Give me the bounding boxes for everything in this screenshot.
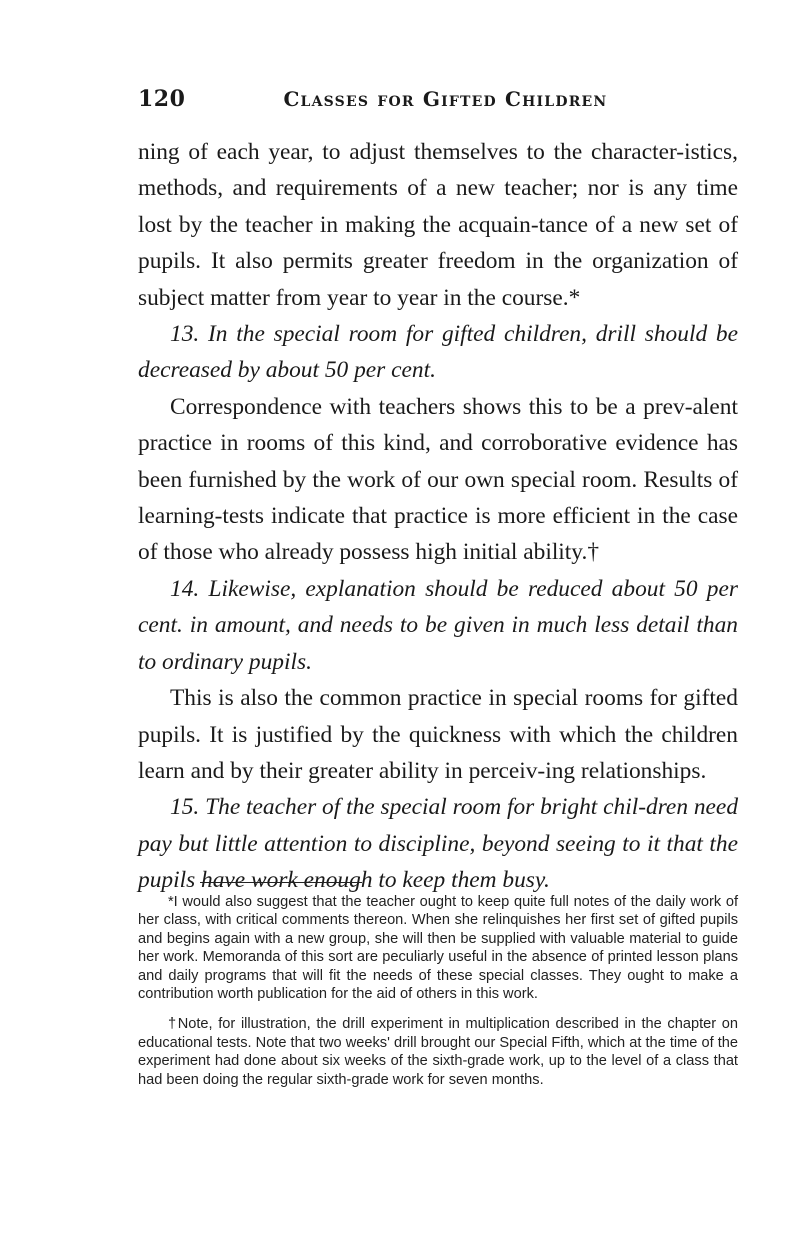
footnote-dagger: †Note, for illustration, the drill experiment in multiplication described in the chapter on educational tests. Note that two weeks' drill brought our Special Fifth, which at the time of the experiment had done about six weeks of the sixth-grade work, up to the level of a class that had been doing the regular sixth-grade work for seven months. [138,1016,738,1088]
footnotes [138,893,738,1101]
rule-number: 13. [170,321,200,348]
rule-text: The teacher of the special room for bright chil-dren need pay but little attention to discipline, beyond seeing to it that the pupils have work enough to keep them busy. [138,794,739,894]
rule-number: 14. [170,575,200,602]
footnote-asterisk: *I would also suggest that the teacher ought to keep quite full notes of the daily work of her class, with critical comments thereon. When she relinquishes her first set of gifted pupils and begins again with a new group, she will then be supplied with valuable material to guide her work. Memoranda of this sort are peculiarly useful in the absence of printed lesson plans and daily programs that will fit the needs of these special classes. They ought to make a contribution worth publication for the aid of others in this work. [138,894,738,1003]
paragraph: This is also the common practice in special rooms for gifted pupils. It is justified by the quickness with which the children learn and by their greater ability in perceiv-ing relationships. [138,685,738,784]
body-text [138,134,738,899]
page-header [138,86,730,112]
rule-13-heading [138,316,738,389]
paragraph-continuation: ning of each year, to adjust themselves to the character-istics, methods, and requirements of a new teacher; nor is any time lost by the teacher in making the acquain-tance of a new set of pupils. It also permits greater freedom in the organization of subject matter from year to year in the course.* [138,139,738,311]
rule-14-heading [138,571,738,680]
page-number: 120 [138,86,186,112]
running-head: Classes for Gifted Children [283,87,608,111]
rule-text: In the special room for gifted children, drill should be decreased by about 50 per cent. [138,321,738,384]
rule-number: 15. [170,794,200,821]
paragraph: Correspondence with teachers shows this to be a prev-alent practice in rooms of this kind, and corroborative evidence has been furnished by the work of our own special room. Results of learning-tests indicate that practice is more efficient in the case of those who already possess high initial ability.† [138,393,738,566]
rule-text: Likewise, explanation should be reduced about 50 per cent. in amount, and needs to be given in much less detail than to ordinary pupils. [138,575,738,675]
footnote-divider [200,882,362,883]
